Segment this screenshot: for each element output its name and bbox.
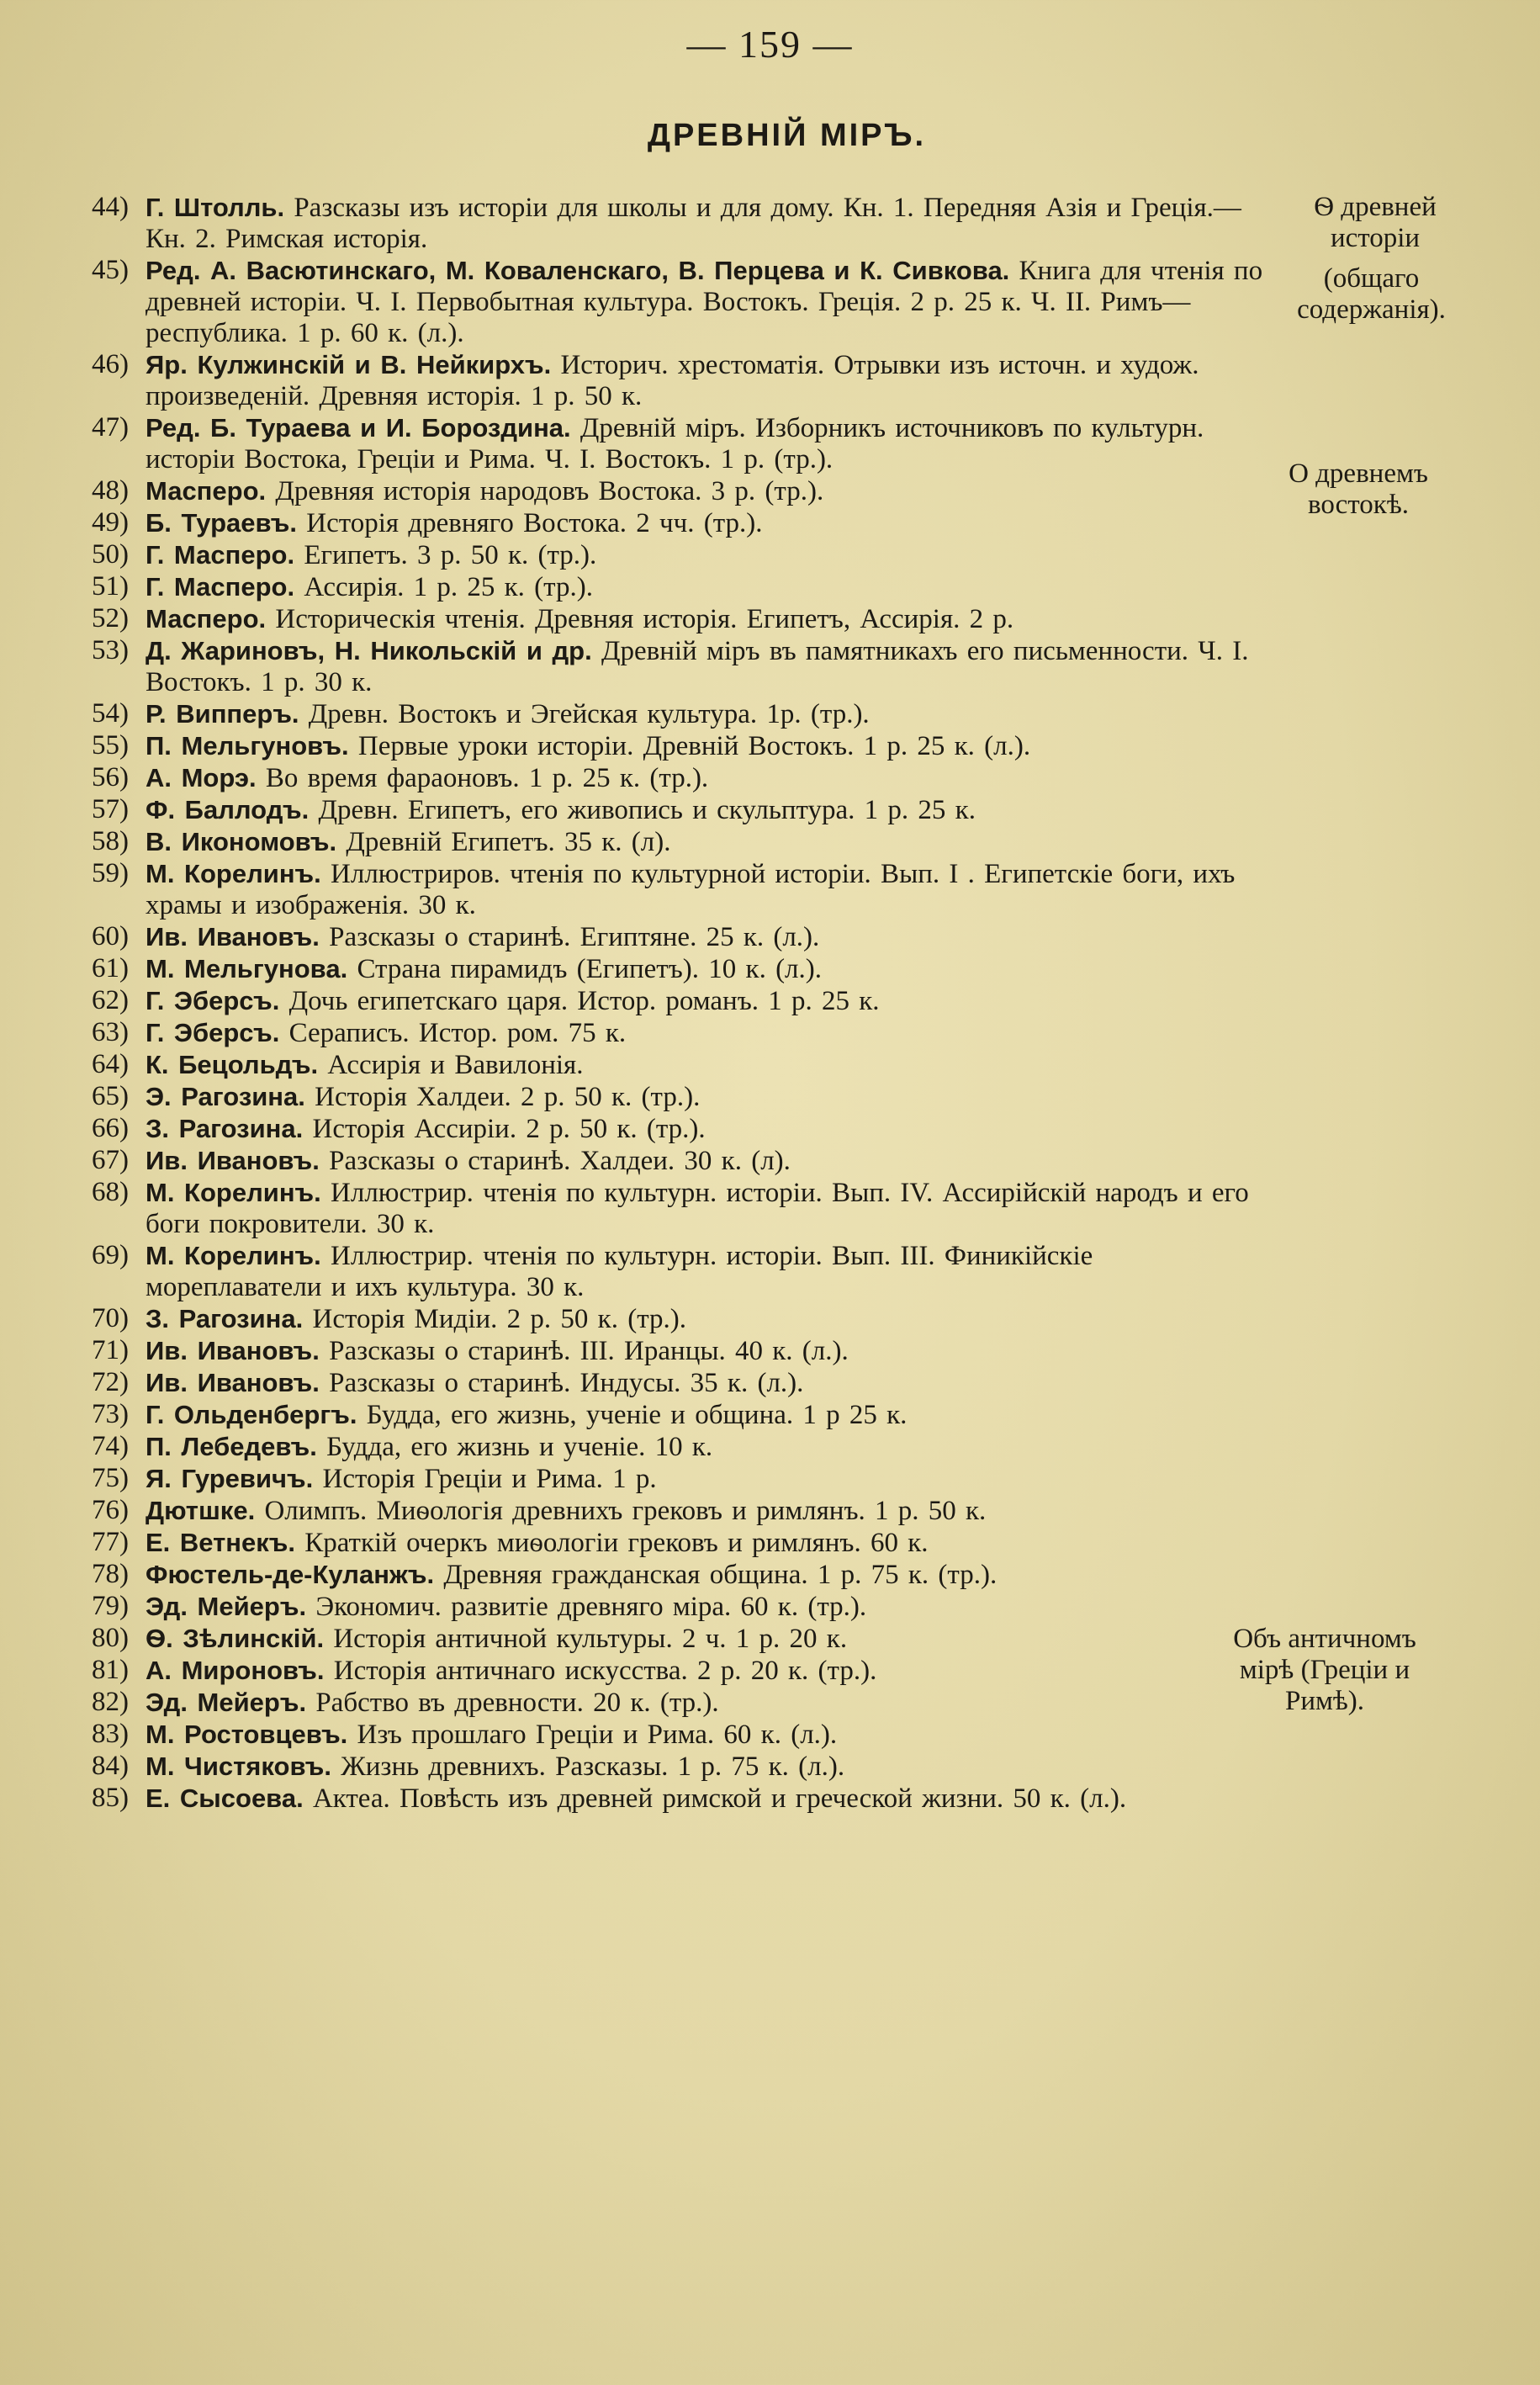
list-item — [46, 539, 1274, 571]
entry-author: А. Мироновъ. — [146, 1656, 325, 1685]
entry-author: Г. Эберсъ. — [146, 986, 280, 1015]
entry-number: 55) — [92, 730, 129, 761]
entry-number: 58) — [92, 826, 129, 856]
entry-title: Разсказы изъ исторіи для школы и для дому. Кн. 1. Передняя Азія и Греція.—Кн. 2. Римская исторія. — [146, 193, 1241, 254]
entry-author: Эд. Мейеръ. — [146, 1592, 307, 1621]
entry-text — [146, 794, 1274, 826]
list-item — [46, 1240, 1274, 1303]
entry-author: А. Морэ. — [146, 763, 257, 792]
section-title: ДРЕВНІЙ МІРЪ. — [647, 118, 927, 153]
entry-number: 51) — [92, 571, 129, 602]
entry-author: Масперо. — [146, 604, 267, 633]
entry-number: 59) — [92, 858, 129, 888]
list-item — [46, 730, 1274, 762]
entry-author: Дютшке. — [146, 1496, 256, 1525]
entry-title: Иллюстриров. чтенія по культурной исторіи. Вып. I . Египетскіе боги, ихъ храмы и изображенія. 30 к. — [146, 859, 1236, 920]
list-item — [46, 192, 1274, 255]
entry-title: Экономич. развитіе древняго міра. 60 к. (тр.). — [315, 1592, 867, 1622]
entry-number: 44) — [92, 192, 129, 222]
list-item — [46, 1527, 1274, 1559]
list-item — [46, 1719, 1274, 1751]
entry-title: Исторія Ассиріи. 2 р. 50 к. (тр.). — [312, 1114, 706, 1144]
entry-text — [146, 1623, 1274, 1655]
list-item — [46, 635, 1274, 698]
entry-number: 54) — [92, 698, 129, 729]
entry-author: Я. Гуревичъ. — [146, 1464, 314, 1493]
list-item — [46, 571, 1274, 603]
entry-author: Г. Штолль. — [146, 193, 285, 222]
entry-text — [146, 1335, 1274, 1367]
entry-text — [146, 1463, 1274, 1495]
list-item — [46, 1431, 1274, 1463]
entry-title: Исторія Мидіи. 2 р. 50 к. (тр.). — [312, 1304, 687, 1334]
bibliography-list — [46, 192, 1274, 1815]
entry-title: Древн. Египетъ, его живопись и скульптура. 1 р. 25 к. — [318, 795, 976, 825]
entry-title: Изъ прошлаго Греціи и Рима. 60 к. (л.). — [357, 1720, 838, 1750]
list-item — [46, 698, 1274, 730]
entry-text — [146, 1687, 1274, 1719]
entry-number: 46) — [92, 349, 129, 379]
entry-number: 69) — [92, 1240, 129, 1270]
entry-text — [146, 255, 1274, 349]
entry-author: Ив. Ивановъ. — [146, 1146, 320, 1175]
entry-number: 57) — [92, 794, 129, 824]
list-item — [46, 762, 1274, 794]
entry-title: Олимпъ. Миѳологія древнихъ грековъ и римлянъ. 1 р. 50 к. — [264, 1496, 987, 1526]
entry-number: 53) — [92, 635, 129, 665]
entry-author: М. Мельгунова. — [146, 954, 348, 983]
list-item — [46, 858, 1274, 921]
list-item — [46, 985, 1274, 1017]
list-item — [46, 1687, 1274, 1719]
entry-title: Книга для чтенія по древней исторіи. Ч. I. Первобытная культура. Востокъ. Греція. 2 р. 25 к. Ч. II. Римъ—республика. 1 р. 60 к. (л.). — [146, 256, 1263, 348]
list-item — [46, 1303, 1274, 1335]
entry-title: Историч. хрестоматія. Отрывки изъ источн. и худож. произведеній. Древняя исторія. 1 р. 50 к. — [146, 350, 1199, 411]
entry-title: Разсказы о старинѣ. Египтяне. 25 к. (л.). — [329, 922, 820, 952]
list-item — [46, 1113, 1274, 1145]
entry-author: Ив. Ивановъ. — [146, 1368, 320, 1397]
list-item — [46, 921, 1274, 953]
entry-text — [146, 826, 1274, 858]
list-item — [46, 1559, 1274, 1591]
entry-author: Ред. А. Васютинскаго, М. Коваленскаго, В. Перцева и К. Сивкова. — [146, 256, 1010, 285]
entry-text — [146, 1719, 1274, 1751]
entry-author: Масперо. — [146, 476, 267, 506]
entry-text — [146, 349, 1274, 412]
entry-title: Исторія Греціи и Рима. 1 р. — [322, 1464, 657, 1494]
entry-text — [146, 192, 1274, 255]
entry-title: Исторія древняго Востока. 2 чч. (тр.). — [306, 508, 763, 538]
entry-title: Разсказы о старинѣ. III. Иранцы. 40 к. (л.). — [329, 1336, 849, 1366]
entry-title: Будда, его жизнь, ученіе и община. 1 р 25 к. — [366, 1400, 908, 1430]
entry-text — [146, 475, 1274, 507]
entry-author: З. Рагозина. — [146, 1114, 304, 1143]
entry-number: 77) — [92, 1527, 129, 1557]
margin-note-ancient-east: О древнемъ востокѣ. — [1289, 458, 1428, 520]
entry-text — [146, 1527, 1274, 1559]
margin-note-antique-world: Объ античномъ мірѣ (Греціи и Римѣ). — [1233, 1624, 1416, 1716]
entry-author: К. Бецольдъ. — [146, 1050, 319, 1079]
list-item — [46, 1017, 1274, 1049]
entry-number: 70) — [92, 1303, 129, 1333]
list-item — [46, 475, 1274, 507]
list-item — [46, 826, 1274, 858]
entry-text — [146, 1655, 1274, 1687]
entry-author: Ив. Ивановъ. — [146, 1336, 320, 1365]
entry-title: Исторія античной культуры. 2 ч. 1 р. 20 к. — [333, 1624, 848, 1654]
entry-title: Страна пирамидъ (Египетъ). 10 к. (л.). — [357, 954, 823, 984]
entry-number: 68) — [92, 1177, 129, 1207]
entry-text — [146, 1240, 1274, 1303]
entry-text — [146, 1591, 1274, 1623]
entry-author: Б. Тураевъ. — [146, 508, 298, 538]
entry-number: 64) — [92, 1049, 129, 1079]
list-item — [46, 1751, 1274, 1783]
entry-text — [146, 1559, 1274, 1591]
list-item — [46, 1335, 1274, 1367]
list-item — [46, 507, 1274, 539]
entry-title: Историческія чтенія. Древняя исторія. Египетъ, Ассирія. 2 р. — [275, 604, 1014, 634]
entry-text — [146, 539, 1274, 571]
entry-author: М. Чистяковъ. — [146, 1752, 331, 1781]
entry-number: 73) — [92, 1399, 129, 1429]
entry-number: 61) — [92, 953, 129, 983]
entry-text — [146, 1145, 1274, 1177]
entry-text — [146, 412, 1274, 475]
entry-number: 67) — [92, 1145, 129, 1175]
entry-author: Ив. Ивановъ. — [146, 922, 320, 951]
entry-title: Иллюстрир. чтенія по культурн. исторіи. Вып. III. Финикійскіе мореплаватели и ихъ культура. 30 к. — [146, 1241, 1093, 1302]
list-item — [46, 953, 1274, 985]
entry-title: Ассирія. 1 р. 25 к. (тр.). — [304, 572, 593, 602]
entry-number: 60) — [92, 921, 129, 951]
entry-text — [146, 1431, 1274, 1463]
entry-title: Иллюстрир. чтенія по культурн. исторіи. Вып. IV. Ассирійскій народъ и его боги покровители. 30 к. — [146, 1178, 1249, 1239]
entry-author: М. Корелинъ. — [146, 1178, 321, 1207]
page-number: — 159 — — [686, 23, 854, 66]
entry-text — [146, 985, 1274, 1017]
entry-text — [146, 635, 1274, 698]
entry-text — [146, 507, 1274, 539]
entry-number: 85) — [92, 1783, 129, 1813]
list-item — [46, 1463, 1274, 1495]
entry-author: Г. Масперо. — [146, 572, 295, 602]
entry-text — [146, 1049, 1274, 1081]
entry-number: 82) — [92, 1687, 129, 1717]
entry-author: Фюстель-де-Куланжъ. — [146, 1560, 435, 1589]
entry-title: Древній Египетъ. 35 к. (л). — [346, 827, 671, 857]
list-item — [46, 1049, 1274, 1081]
list-item — [46, 1399, 1274, 1431]
list-item — [46, 603, 1274, 635]
list-item — [46, 1623, 1274, 1655]
entry-number: 49) — [92, 507, 129, 538]
entry-text — [146, 1017, 1274, 1049]
entry-text — [146, 730, 1274, 762]
entry-text — [146, 698, 1274, 730]
entry-title: Разсказы о старинѣ. Халдеи. 30 к. (л). — [329, 1146, 791, 1176]
entry-number: 56) — [92, 762, 129, 792]
entry-number: 84) — [92, 1751, 129, 1781]
entry-title: Разсказы о старинѣ. Индусы. 35 к. (л.). — [329, 1368, 804, 1398]
margin-note-general-education: (общаго содержанія). — [1297, 263, 1446, 325]
list-item — [46, 349, 1274, 412]
entry-text — [146, 1113, 1274, 1145]
entry-number: 81) — [92, 1655, 129, 1685]
entry-number: 50) — [92, 539, 129, 570]
entry-title: Древняя исторія народовъ Востока. 3 р. (тр.). — [275, 476, 824, 506]
entry-title: Актеа. Повѣсть изъ древней римской и греческой жизни. 50 к. (л.). — [312, 1783, 1127, 1814]
entry-author: Г. Эберсъ. — [146, 1018, 280, 1047]
entry-text — [146, 1399, 1274, 1431]
list-item — [46, 1495, 1274, 1527]
entry-title: Первые уроки исторіи. Древній Востокъ. 1 р. 25 к. (л.). — [357, 731, 1031, 761]
entry-title: Будда, его жизнь и ученіе. 10 к. — [326, 1432, 713, 1462]
entry-title: Рабство въ древности. 20 к. (тр.). — [315, 1688, 719, 1718]
entry-author: П. Мельгуновъ. — [146, 731, 349, 761]
entry-author: Э. Рагозина. — [146, 1082, 305, 1111]
entry-number: 45) — [92, 255, 129, 285]
entry-title: Краткій очеркъ миѳологіи грековъ и римлянъ. 60 к. — [304, 1528, 929, 1558]
entry-author: Г. Масперо. — [146, 540, 295, 570]
entry-author: Эд. Мейеръ. — [146, 1688, 307, 1717]
entry-author: Ред. Б. Тураева и И. Бороздина. — [146, 413, 571, 443]
list-item — [46, 412, 1274, 475]
entry-title: Древн. Востокъ и Эгейская культура. 1р. (тр.). — [308, 699, 870, 729]
entry-title: Древняя гражданская община. 1 р. 75 к. (тр.). — [443, 1560, 998, 1590]
entry-author: Р. Випперъ. — [146, 699, 299, 729]
list-item — [46, 1591, 1274, 1623]
entry-number: 71) — [92, 1335, 129, 1365]
entry-title: Во время фараоновъ. 1 р. 25 к. (тр.). — [265, 763, 709, 793]
list-item — [46, 1177, 1274, 1240]
entry-text — [146, 1367, 1274, 1399]
entry-number: 48) — [92, 475, 129, 506]
entry-author: М. Ростовцевъ. — [146, 1720, 348, 1749]
entry-text — [146, 858, 1274, 921]
entry-author: Д. Жариновъ, Н. Никольскій и др. — [146, 636, 592, 665]
entry-title: Ассирія и Вавилонія. — [327, 1050, 584, 1080]
entry-number: 66) — [92, 1113, 129, 1143]
entry-text — [146, 762, 1274, 794]
list-item — [46, 1783, 1274, 1815]
entry-title: Египетъ. 3 р. 50 к. (тр.). — [304, 540, 597, 570]
entry-number: 78) — [92, 1559, 129, 1589]
entry-number: 76) — [92, 1495, 129, 1525]
entry-number: 75) — [92, 1463, 129, 1493]
entry-author: М. Корелинъ. — [146, 859, 321, 888]
entry-text — [146, 1751, 1274, 1783]
entry-author: Е. Ветнекъ. — [146, 1528, 295, 1557]
entry-author: Г. Ольденбергъ. — [146, 1400, 357, 1429]
entry-author: М. Корелинъ. — [146, 1241, 321, 1270]
entry-number: 62) — [92, 985, 129, 1015]
entry-number: 80) — [92, 1623, 129, 1653]
entry-title: Сераписъ. Истор. ром. 75 к. — [288, 1018, 627, 1048]
entry-author: В. Икономовъ. — [146, 827, 337, 856]
list-item — [46, 255, 1274, 349]
entry-author: Ѳ. Зѣлинскій. — [146, 1624, 325, 1653]
entry-author: П. Лебедевъ. — [146, 1432, 317, 1461]
entry-title: Древній міръ въ памятникахъ его письменности. Ч. I. Востокъ. 1 р. 30 к. — [146, 636, 1249, 697]
entry-author: Ф. Баллодъ. — [146, 795, 310, 824]
entry-number: 65) — [92, 1081, 129, 1111]
entry-text — [146, 1495, 1274, 1527]
entry-text — [146, 603, 1274, 635]
list-item — [46, 1081, 1274, 1113]
entry-text — [146, 953, 1274, 985]
entry-author: Яр. Кулжинскій и В. Нейкирхъ. — [146, 350, 552, 379]
entry-author: Е. Сысоева. — [146, 1783, 304, 1813]
entry-text — [146, 1303, 1274, 1335]
entry-text — [146, 571, 1274, 603]
list-item — [46, 794, 1274, 826]
entry-text — [146, 1783, 1274, 1815]
entry-number: 83) — [92, 1719, 129, 1749]
list-item — [46, 1367, 1274, 1399]
entry-author: З. Рагозина. — [146, 1304, 304, 1333]
entry-text — [146, 1081, 1274, 1113]
entry-title: Дочь египетскаго царя. Истор. романъ. 1 р. 25 к. — [288, 986, 880, 1016]
entry-number: 72) — [92, 1367, 129, 1397]
entry-number: 47) — [92, 412, 129, 443]
entry-title: Исторія Халдеи. 2 р. 50 к. (тр.). — [315, 1082, 701, 1112]
list-item — [46, 1655, 1274, 1687]
entry-number: 52) — [92, 603, 129, 633]
entry-title: Исторія античнаго искусства. 2 р. 20 к. (тр.). — [333, 1656, 877, 1686]
list-item — [46, 1145, 1274, 1177]
margin-note-ancient-history: Ѳ древней исторіи — [1314, 192, 1437, 253]
entry-number: 74) — [92, 1431, 129, 1461]
entry-text — [146, 921, 1274, 953]
entry-number: 79) — [92, 1591, 129, 1621]
entry-title: Жизнь древнихъ. Разсказы. 1 р. 75 к. (л.). — [341, 1752, 845, 1782]
entry-title: Древній міръ. Изборникъ источниковъ по культурн. исторіи Востока, Греціи и Рима. Ч. I. Востокъ. 1 р. (тр.). — [146, 413, 1204, 474]
entry-number: 63) — [92, 1017, 129, 1047]
entry-text — [146, 1177, 1274, 1240]
